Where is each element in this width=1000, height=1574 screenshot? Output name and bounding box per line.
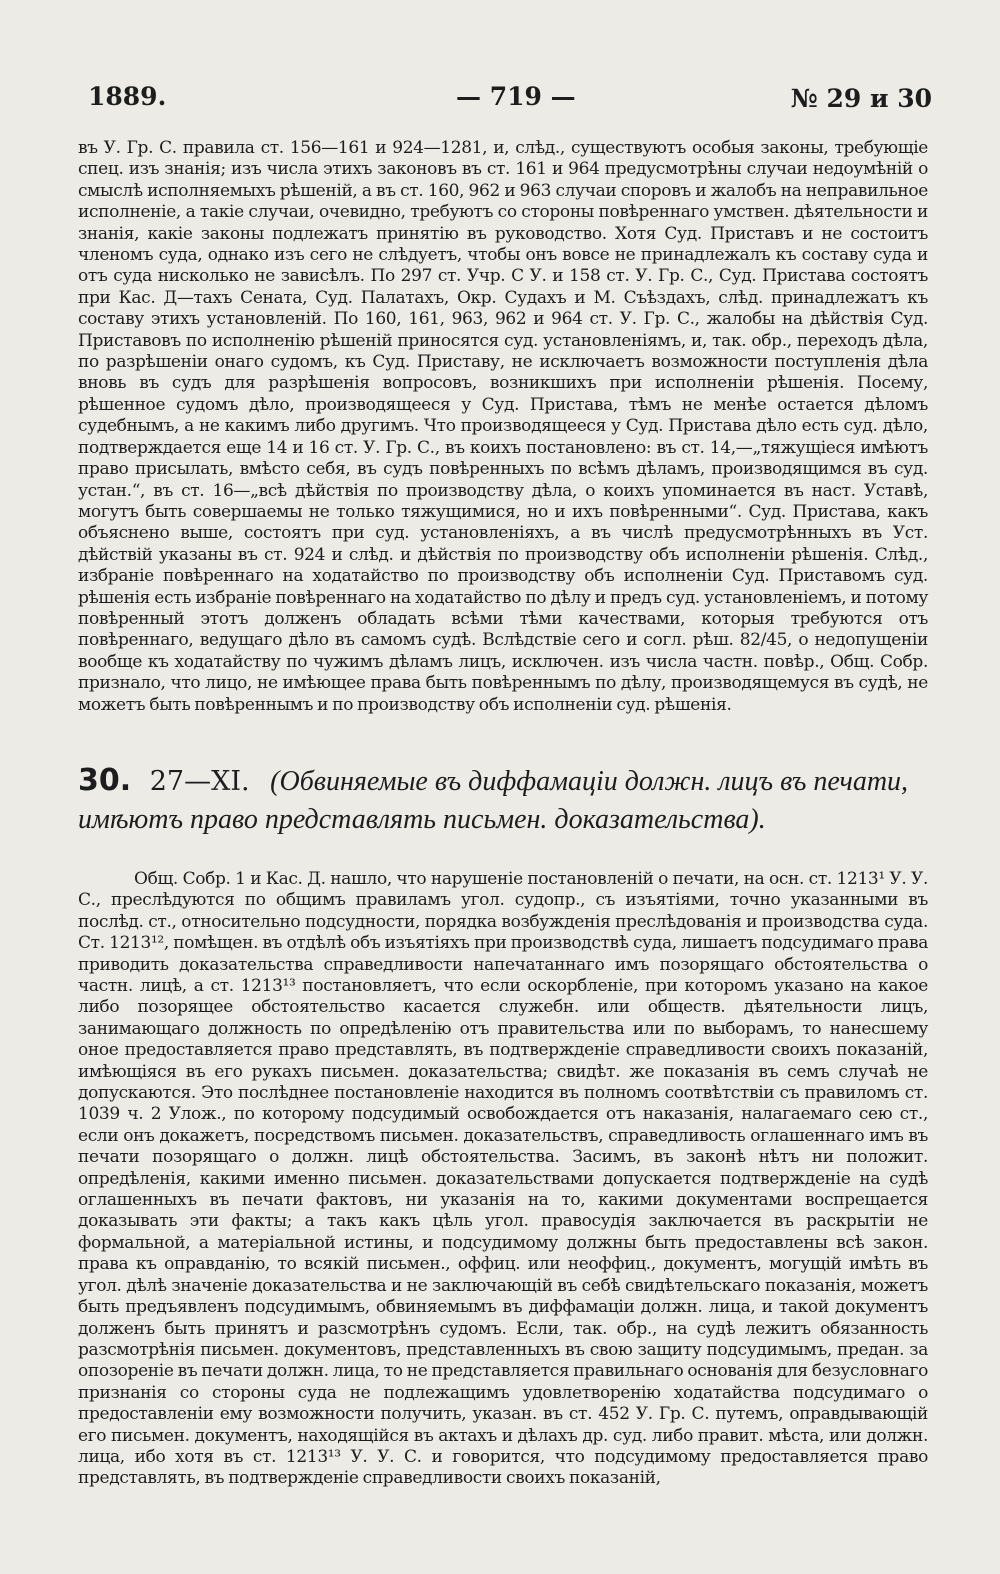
entry-heading (78, 762, 928, 839)
paragraph-entry-30: Общ. Собр. 1 и Кас. Д. нашло, что нарушеніе постановленій о печати, на осн. ст. 1213¹ У. У. С., преслѣдуются по общимъ правиламъ угол. судопр., съ изъятіями, точно указанными въ послѣд. ст., относительно подсудности, порядка возбужденія преслѣдованія и производства суда. Ст. 1213¹², помѣщен. въ отдѣлѣ объ изъятіяхъ при производствѣ суда, лишаетъ подсудимаго права приводить доказательства справедливости напечатаннаго имъ позорящаго обстоятельства о частн. лицѣ, а ст. 1213¹³ постановляетъ, что если оскорбленіе, при которомъ указано на какое либо позорящее обстоятельство касается служебн. или обществ. дѣятельности лицъ, занимающаго должность по опредѣленію отъ правительства или по выборамъ, то нанесшему оное предоставляется право представлять, въ подтвержденіе справедливости своихъ показаній, имѣющіяся въ его рукахъ письмен. доказательства; свидѣт. же показанія въ семъ случаѣ не допускаются. Это послѣднее постановленіе находится въ полномъ соотвѣтствіи съ правиломъ ст. 1039 ч. 2 Улож., по которому подсудимый освобождается отъ наказанія, налагаемаго сею ст., если онъ докажетъ, посредствомъ письмен. доказательствъ, справедливость оглашеннаго имъ въ печати позорящаго о должн. лицѣ обстоятельства. Засимъ, въ законѣ нѣтъ ни положит. опредѣленія, какими именно письмен. доказательствами допускается подтвержденіе на судѣ оглашенныхъ въ печати фактовъ, ни указанія на то, какими документами воспрещается доказывать эти факты; а такъ какъ цѣль угол. правосудія заключается въ раскрытіи не формальной, а матеріальной истины, и подсудимому должны быть предоставлены всѣ закон. права къ оправданію, то всякій письмен., оффиц. или неоффиц., документъ, могущій имѣть въ угол. дѣлѣ значеніе доказательства и не заключающій въ себѣ свидѣтельскаго показанія, можетъ быть предъявленъ подсудимымъ, обвиняемымъ въ диффамаціи должн. лица, и такой документъ долженъ быть принятъ и разсмотрѣнъ судомъ. Если, так. обр., на судѣ лежитъ обязанность разсмотрѣнія письмен. документовъ, представленныхъ въ свою защиту подсудимымъ, предан. за опозореніе въ печати должн. лица, то не представляется правильнаго основанія для безусловнаго признанія со стороны суда не подлежащимъ удовлетворенію ходатайства подсудимаго о предоставленіи ему возможности получить, указан. въ ст. 452 У. Гр. С. путемъ, оправдывающій его письмен. документъ, находящійся въ актахъ и дѣлахъ др. суд. либо правит. мѣста, или должн. лица, ибо хотя въ ст. 1213¹³ У. У. С. и говорится, что подсудимому предоставляется право представлять, въ подтвержденіе справедливости своихъ показаній, (78, 868, 928, 1489)
running-head (78, 70, 932, 130)
page-number: — 719 — (456, 82, 576, 111)
entry-number: 30. (78, 762, 132, 798)
entry-date: 27—XI. (149, 765, 250, 797)
paragraph-continued: въ У. Гр. С. правила ст. 156—161 и 924—1281, и, слѣд., существуютъ особыя законы, требующіе спец. изъ знанія; изъ числа этихъ законовъ въ ст. 161 и 964 предусмотрѣны случаи недоумѣній о смыслѣ исполняемыхъ рѣшеній, а въ ст. 160, 962 и 963 случаи споровъ и жалобъ на неправильное исполненіе, а такіе случаи, очевидно, требуютъ со стороны повѣреннаго умствен. дѣятельности и знанія, какіе законы подлежатъ принятію въ руководство. Хотя Суд. Приставъ и не состоитъ членомъ суда, однако изъ сего не слѣдуетъ, чтобы онъ вовсе не принадлежалъ къ составу суда и отъ суда нисколько не зависѣлъ. По 297 ст. Учр. С У. и 158 ст. У. Гр. С., Суд. Пристава состоятъ при Кас. Д—тахъ Сената, Суд. Палатахъ, Окр. Судахъ и М. Съѣздахъ, слѣд. принадлежатъ къ составу этихъ установленій. По 160, 161, 963, 962 и 964 ст. У. Гр. С., жалобы на дѣйствія Суд. Приставовъ по исполненію рѣшеній приносятся суд. установленіямъ, и, так. обр., переходъ дѣла, по разрѣшеніи онаго судомъ, къ Суд. Приставу, не исключаетъ возможности поступленія дѣла вновь въ судъ для разрѣшенія вопросовъ, возникшихъ при исполненіи рѣшенія. Посему, рѣшенное судомъ дѣло, производящееся у Суд. Пристава, тѣмъ не менѣе остается дѣломъ судебнымъ, а не какимъ либо другимъ. Что производящееся у Суд. Пристава дѣло есть суд. дѣло, подтверждается еще 14 и 16 ст. У. Гр. С., въ коихъ постановлено: въ ст. 14,—„тяжущіеся имѣютъ право присылать, вмѣсто себя, въ судъ повѣренныхъ по всѣмъ дѣламъ, производящимся въ суд. устан.“, въ ст. 16—„всѣ дѣйствія по производству дѣла, о коихъ упоминается въ наст. Уставѣ, могутъ быть совершаемы не только тяжущимися, но и ихъ повѣренными“. Суд. Пристава, какъ объяснено выше, состоятъ при суд. установленіяхъ, а въ числѣ предусмотрѣнныхъ въ Уст. дѣйствій указаны въ ст. 924 и слѣд. и дѣйствія по производству объ исполненіи рѣшенія. Слѣд., избраніе повѣреннаго на ходатайство по производству объ исполненіи Суд. Приставомъ суд. рѣшенія есть избраніе повѣреннаго на ходатайство по дѣлу и предъ суд. установленіемъ, и потому повѣренный этотъ долженъ обладать всѣми тѣми качествами, которыя требуются отъ повѣреннаго, ведущаго дѣло въ самомъ судѣ. Вслѣдствіе сего и согл. рѣш. 82/45, о недопущеніи вообще къ ходатайству по чужимъ дѣламъ лицъ, исключен. изъ числа частн. повѣр., Общ. Собр. признало, что лицо, не имѣющее права быть повѣреннымъ по дѣлу, производящемуся въ судѣ, не можетъ быть повѣреннымъ и по производству объ исполненіи суд. рѣшенія. (78, 138, 928, 715)
header-year: 1889. (88, 82, 167, 111)
issue-number: № 29 и 30 (790, 84, 932, 113)
entry-title: (Обвиняемые въ диффамаціи должн. лицъ въ печати, имѣютъ право представлять письмен. доказательства). (78, 765, 909, 835)
